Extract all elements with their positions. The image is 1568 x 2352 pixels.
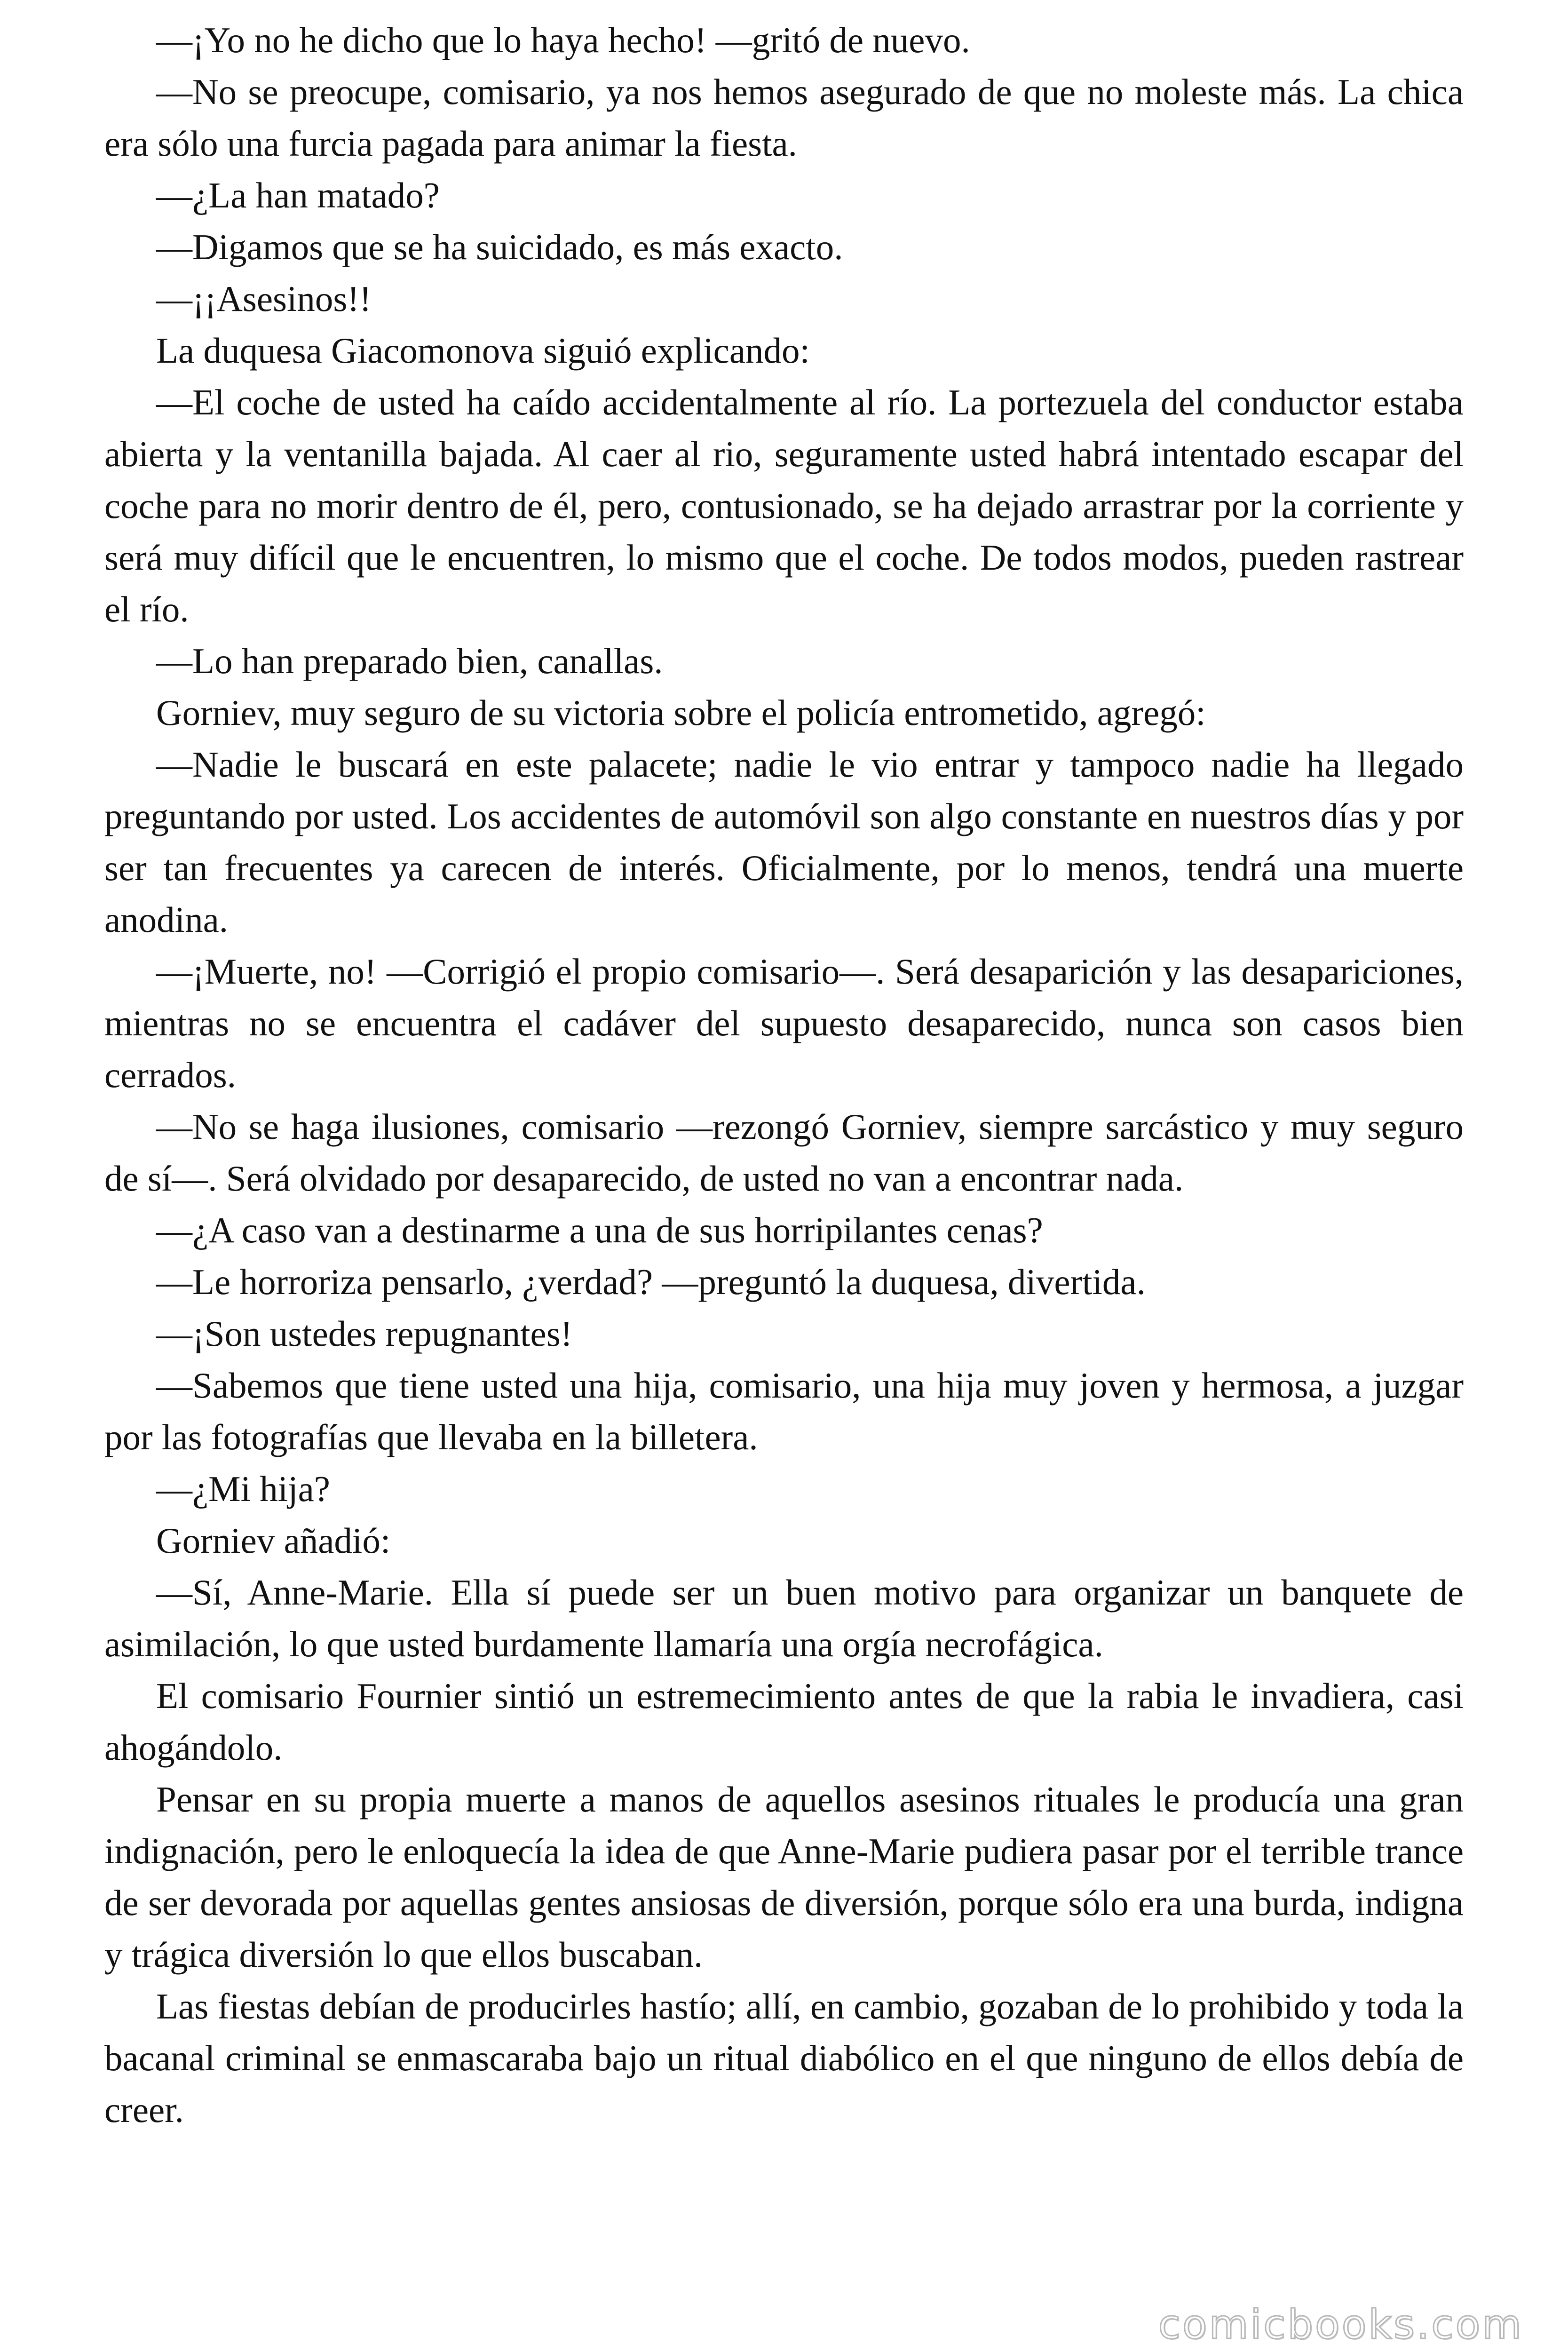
paragraph: Pensar en su propia muerte a manos de aquellos asesinos rituales le producía una gran indignación, pero le enloquecía la idea de que Anne-Marie pudiera pasar por el terrible trance de ser devorada por aquellas gentes ansiosas de diversión, porque sólo era una burda, indigna y trágica diversión lo que ellos buscaban. [104,1779,1464,1975]
paragraph: El comisario Fournier sintió un estremecimiento antes de que la rabia le invadiera, casi ahogándolo. [104,1676,1464,1768]
paragraph: —¿La han matado? [156,175,440,215]
paragraph: —No se preocupe, comisario, ya nos hemos asegurado de que no moleste más. La chica era sólo una furcia pagada para animar la fiesta. [104,72,1464,164]
watermark: comicbooks.com [1158,2301,1523,2348]
paragraph: Gorniev, muy seguro de su victoria sobre el policía entrometido, agregó: [156,692,1206,733]
paragraph: —¿Mi hija? [156,1469,330,1509]
paragraph: Gorniev añadió: [156,1520,391,1561]
page-body [104,14,1464,2136]
paragraph: La duquesa Giacomonova siguió explicando: [156,330,810,371]
paragraph: —Nadie le buscará en este palacete; nadie le vio entrar y tampoco nadie ha llegado preguntando por usted. Los accidentes de automóvil son algo constante en nuestros días y por ser tan frecuentes ya carecen de interés. Oficialmente, por lo menos, tendrá una muerte anodina. [104,744,1464,940]
paragraph: Las fiestas debían de producirles hastío; allí, en cambio, gozaban de lo prohibido y toda la bacanal criminal se enmascaraba bajo un ritual diabólico en el que ninguno de ellos debía de creer. [104,1986,1464,2130]
paragraph: —Sabemos que tiene usted una hija, comisario, una hija muy joven y hermosa, a juzgar por las fotografías que llevaba en la billetera. [104,1365,1464,1457]
paragraph: —Digamos que se ha suicidado, es más exacto. [156,227,843,267]
paragraph: —¡Yo no he dicho que lo haya hecho! —gritó de nuevo. [156,20,970,60]
paragraph: —Lo han preparado bien, canallas. [156,641,663,681]
paragraph: —No se haga ilusiones, comisario —rezongó Gorniev, siempre sarcástico y muy seguro de sí—. Será olvidado por desaparecido, de usted no van a encontrar nada. [104,1106,1464,1199]
paragraph: —Le horroriza pensarlo, ¿verdad? —preguntó la duquesa, divertida. [156,1262,1146,1302]
paragraph: —El coche de usted ha caído accidentalmente al río. La portezuela del conductor estaba abierta y la ventanilla bajada. Al caer al rio, seguramente usted habrá intentado escapar del coche para no morir dentro de él, pero, contusionado, se ha dejado arrastrar por la corriente y será muy difícil que le encuentren, lo mismo que el coche. De todos modos, pueden rastrear el río. [104,382,1464,629]
paragraph: —¡Son ustedes repugnantes! [156,1313,573,1354]
paragraph: —Sí, Anne-Marie. Ella sí puede ser un buen motivo para organizar un banquete de asimilación, lo que usted burdamente llamaría una orgía necrofágica. [104,1572,1464,1664]
paragraph: —¿A caso van a destinarme a una de sus horripilantes cenas? [156,1210,1043,1250]
paragraph: —¡Muerte, no! —Corrigió el propio comisario—. Será desaparición y las desapariciones, mientras no se encuentra el cadáver del supuesto desaparecido, nunca son casos bien cerrados. [104,951,1464,1095]
paragraph: —¡¡Asesinos!! [156,278,372,319]
